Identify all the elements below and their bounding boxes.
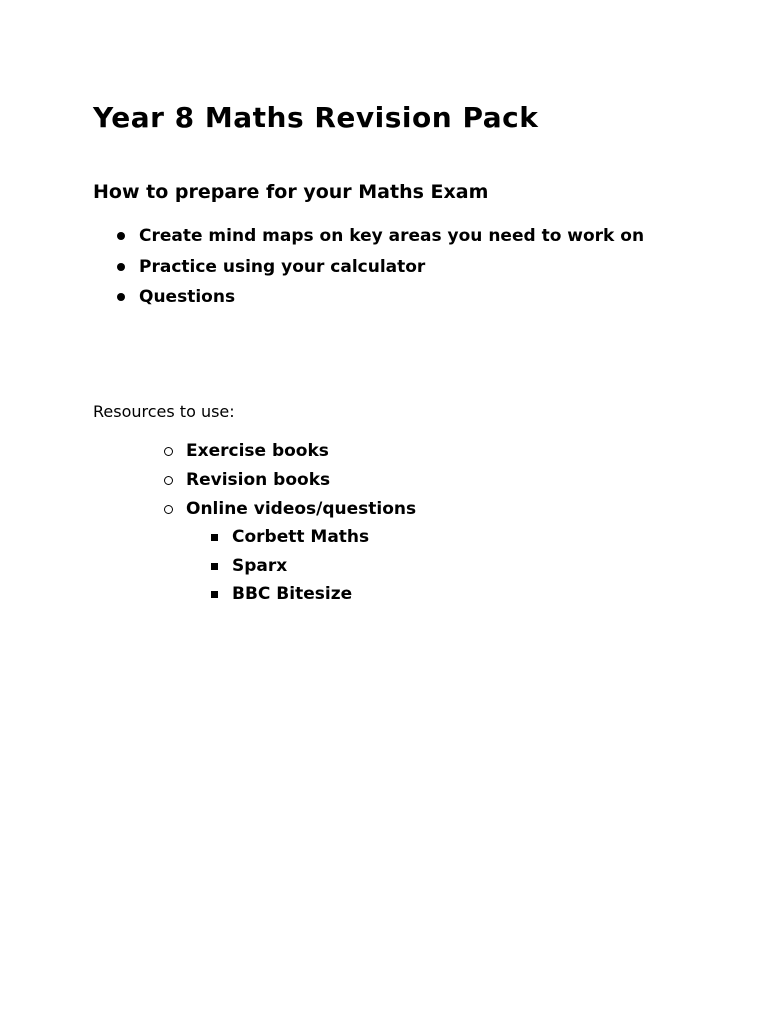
resource-item-text: Revision books [186, 470, 331, 490]
online-resources-list [232, 523, 369, 609]
online-resources-list-item [232, 580, 369, 609]
prepare-item-text: Questions [139, 287, 236, 307]
resources-list-item [186, 495, 416, 524]
resource-item-text: Exercise books [186, 441, 329, 461]
section-heading-resources: Resources to use: [93, 402, 235, 421]
filled-circle-bullet-icon [117, 263, 125, 271]
online-resource-item-text: BBC Bitesize [232, 584, 353, 605]
resources-list-item [186, 437, 416, 466]
resource-item-text: Online videos/questions [186, 499, 417, 519]
hollow-circle-bullet-icon [164, 447, 173, 456]
hollow-circle-bullet-icon [164, 505, 173, 514]
filled-square-bullet-icon [211, 591, 218, 598]
online-resources-list-item [232, 523, 369, 552]
prepare-list-item [139, 221, 644, 252]
online-resource-item-text: Sparx [232, 555, 288, 576]
filled-square-bullet-icon [211, 563, 218, 570]
resources-list [186, 437, 416, 524]
prepare-list-item [139, 252, 644, 283]
online-resources-list-item [232, 552, 369, 581]
filled-circle-bullet-icon [117, 293, 125, 301]
prepare-item-text: Practice using your calculator [139, 256, 426, 277]
hollow-circle-bullet-icon [164, 476, 173, 485]
section-heading-prepare: How to prepare for your Maths Exam [93, 181, 489, 203]
prepare-item-text: Create mind maps on key areas you need to work on [139, 226, 645, 246]
filled-circle-bullet-icon [117, 232, 125, 240]
prepare-list [139, 221, 644, 313]
prepare-list-item [139, 282, 644, 313]
resources-list-item [186, 466, 416, 495]
online-resource-item-text: Corbett Maths [232, 527, 370, 547]
document-title: Year 8 Maths Revision Pack [93, 101, 539, 134]
filled-square-bullet-icon [211, 534, 218, 541]
